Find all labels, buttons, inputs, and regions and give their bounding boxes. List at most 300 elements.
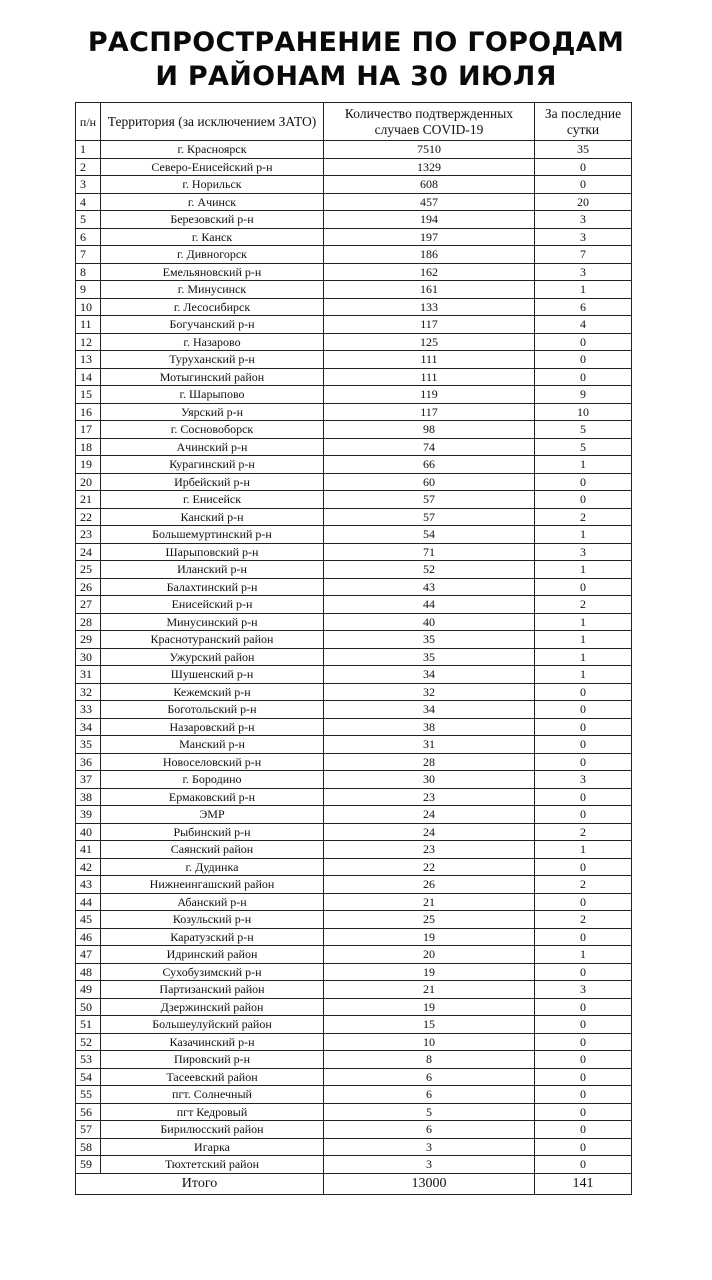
- row-number: 18: [76, 438, 101, 456]
- territory-cell: Тасеевский район: [101, 1068, 324, 1086]
- cases-cell: 35: [324, 631, 535, 649]
- row-number: 40: [76, 823, 101, 841]
- table-row: [76, 281, 632, 299]
- last-day-cell: 2: [535, 911, 632, 929]
- territory-cell: Манский р-н: [101, 736, 324, 754]
- last-day-cell: 0: [535, 158, 632, 176]
- last-day-cell: 0: [535, 1016, 632, 1034]
- row-number: 36: [76, 753, 101, 771]
- cases-cell: 52: [324, 561, 535, 579]
- cases-cell: 186: [324, 246, 535, 264]
- territory-cell: Сухобузимский р-н: [101, 963, 324, 981]
- territory-cell: г. Лесосибирск: [101, 298, 324, 316]
- row-number: 44: [76, 893, 101, 911]
- last-day-cell: 0: [535, 368, 632, 386]
- cases-cell: 57: [324, 491, 535, 509]
- territory-cell: г. Норильск: [101, 176, 324, 194]
- territory-cell: Краснотуранский район: [101, 631, 324, 649]
- row-number: 46: [76, 928, 101, 946]
- territory-cell: Козульский р-н: [101, 911, 324, 929]
- row-number: 58: [76, 1138, 101, 1156]
- header-confirmed-cases: Количество подтвержденных случаев COVID-19: [324, 103, 535, 141]
- row-number: 11: [76, 316, 101, 334]
- cases-cell: 38: [324, 718, 535, 736]
- territory-cell: г. Енисейск: [101, 491, 324, 509]
- last-day-cell: 1: [535, 841, 632, 859]
- cases-cell: 8: [324, 1051, 535, 1069]
- table-row: [76, 421, 632, 439]
- cases-cell: 6: [324, 1121, 535, 1139]
- cases-cell: 21: [324, 981, 535, 999]
- row-number: 43: [76, 876, 101, 894]
- territory-cell: Игарка: [101, 1138, 324, 1156]
- table-row: [76, 613, 632, 631]
- row-number: 31: [76, 666, 101, 684]
- territory-cell: г. Назарово: [101, 333, 324, 351]
- table-row: [76, 508, 632, 526]
- last-day-cell: 3: [535, 263, 632, 281]
- cases-cell: 98: [324, 421, 535, 439]
- last-day-cell: 0: [535, 491, 632, 509]
- table-row: [76, 1016, 632, 1034]
- table-row: [76, 543, 632, 561]
- table-row: [76, 1138, 632, 1156]
- last-day-cell: 0: [535, 1086, 632, 1104]
- territory-cell: Абанский р-н: [101, 893, 324, 911]
- cases-cell: 60: [324, 473, 535, 491]
- row-number: 56: [76, 1103, 101, 1121]
- cases-cell: 111: [324, 368, 535, 386]
- territory-cell: Емельяновский р-н: [101, 263, 324, 281]
- row-number: 28: [76, 613, 101, 631]
- table-row: [76, 1068, 632, 1086]
- row-number: 37: [76, 771, 101, 789]
- last-day-cell: 0: [535, 1121, 632, 1139]
- total-row: [76, 1173, 632, 1194]
- cases-cell: 35: [324, 648, 535, 666]
- cases-cell: 3: [324, 1138, 535, 1156]
- territory-cell: Минусинский р-н: [101, 613, 324, 631]
- last-day-cell: 0: [535, 333, 632, 351]
- table-row: [76, 841, 632, 859]
- table-row: [76, 263, 632, 281]
- cases-cell: 1329: [324, 158, 535, 176]
- last-day-cell: 0: [535, 963, 632, 981]
- table-row: [76, 1086, 632, 1104]
- last-day-cell: 1: [535, 648, 632, 666]
- last-day-cell: 5: [535, 421, 632, 439]
- territory-cell: Ермаковский р-н: [101, 788, 324, 806]
- cases-cell: 19: [324, 928, 535, 946]
- last-day-cell: 0: [535, 1051, 632, 1069]
- table-row: [76, 823, 632, 841]
- row-number: 51: [76, 1016, 101, 1034]
- row-number: 38: [76, 788, 101, 806]
- cases-cell: 43: [324, 578, 535, 596]
- table-row: [76, 403, 632, 421]
- cases-cell: 22: [324, 858, 535, 876]
- last-day-cell: 1: [535, 666, 632, 684]
- cases-cell: 66: [324, 456, 535, 474]
- table-row: [76, 701, 632, 719]
- cases-cell: 34: [324, 666, 535, 684]
- last-day-cell: 1: [535, 946, 632, 964]
- last-day-cell: 9: [535, 386, 632, 404]
- territory-cell: Большемуртинский р-н: [101, 526, 324, 544]
- territory-cell: Саянский район: [101, 841, 324, 859]
- table-row: [76, 211, 632, 229]
- row-number: 32: [76, 683, 101, 701]
- last-day-cell: 0: [535, 788, 632, 806]
- cases-cell: 25: [324, 911, 535, 929]
- row-number: 34: [76, 718, 101, 736]
- table-row: [76, 596, 632, 614]
- table-row: [76, 473, 632, 491]
- last-day-cell: 6: [535, 298, 632, 316]
- row-number: 13: [76, 351, 101, 369]
- cases-cell: 71: [324, 543, 535, 561]
- cases-cell: 10: [324, 1033, 535, 1051]
- table-row: [76, 1051, 632, 1069]
- header-territory: Территория (за исключением ЗАТО): [101, 103, 324, 141]
- last-day-cell: 0: [535, 176, 632, 194]
- last-day-cell: 0: [535, 998, 632, 1016]
- header-number: п/н: [76, 103, 101, 141]
- cases-cell: 23: [324, 788, 535, 806]
- last-day-cell: 1: [535, 526, 632, 544]
- last-day-cell: 0: [535, 1103, 632, 1121]
- row-number: 35: [76, 736, 101, 754]
- territory-cell: Балахтинский р-н: [101, 578, 324, 596]
- cases-cell: 608: [324, 176, 535, 194]
- territory-cell: Туруханский р-н: [101, 351, 324, 369]
- cases-cell: 125: [324, 333, 535, 351]
- last-day-cell: 20: [535, 193, 632, 211]
- table-row: [76, 316, 632, 334]
- last-day-cell: 0: [535, 701, 632, 719]
- last-day-cell: 3: [535, 211, 632, 229]
- cases-cell: 20: [324, 946, 535, 964]
- table-row: [76, 246, 632, 264]
- cases-cell: 19: [324, 998, 535, 1016]
- cases-cell: 26: [324, 876, 535, 894]
- last-day-cell: 3: [535, 981, 632, 999]
- row-number: 9: [76, 281, 101, 299]
- row-number: 53: [76, 1051, 101, 1069]
- territory-cell: Березовский р-н: [101, 211, 324, 229]
- last-day-cell: 0: [535, 736, 632, 754]
- last-day-cell: 1: [535, 456, 632, 474]
- territory-cell: Северо-Енисейский р-н: [101, 158, 324, 176]
- cases-cell: 162: [324, 263, 535, 281]
- territory-cell: Шарыповский р-н: [101, 543, 324, 561]
- table-row: [76, 193, 632, 211]
- table-row: [76, 771, 632, 789]
- last-day-cell: 0: [535, 473, 632, 491]
- table-row: [76, 718, 632, 736]
- cases-cell: 6: [324, 1068, 535, 1086]
- row-number: 45: [76, 911, 101, 929]
- territory-cell: Богучанский р-н: [101, 316, 324, 334]
- row-number: 39: [76, 806, 101, 824]
- cases-cell: 3: [324, 1156, 535, 1174]
- cases-cell: 119: [324, 386, 535, 404]
- cases-cell: 117: [324, 403, 535, 421]
- row-number: 57: [76, 1121, 101, 1139]
- table-row: [76, 876, 632, 894]
- header-last-day: За последние сутки: [535, 103, 632, 141]
- table-row: [76, 1121, 632, 1139]
- table-row: [76, 981, 632, 999]
- cases-cell: 5: [324, 1103, 535, 1121]
- territory-cell: Иланский р-н: [101, 561, 324, 579]
- table-row: [76, 736, 632, 754]
- row-number: 22: [76, 508, 101, 526]
- row-number: 59: [76, 1156, 101, 1174]
- table-row: [76, 386, 632, 404]
- table-row: [76, 631, 632, 649]
- last-day-cell: 2: [535, 823, 632, 841]
- territory-cell: Боготольский р-н: [101, 701, 324, 719]
- row-number: 29: [76, 631, 101, 649]
- territory-cell: Дзержинский район: [101, 998, 324, 1016]
- row-number: 5: [76, 211, 101, 229]
- territory-cell: Ужурский район: [101, 648, 324, 666]
- table-row: [76, 141, 632, 159]
- territory-cell: Канский р-н: [101, 508, 324, 526]
- territory-cell: Бирилюсский район: [101, 1121, 324, 1139]
- last-day-cell: 2: [535, 596, 632, 614]
- last-day-cell: 0: [535, 1068, 632, 1086]
- page-title: [0, 26, 712, 94]
- territory-cell: г. Дивногорск: [101, 246, 324, 264]
- cases-cell: 54: [324, 526, 535, 544]
- territory-cell: Кежемский р-н: [101, 683, 324, 701]
- row-number: 14: [76, 368, 101, 386]
- last-day-cell: 0: [535, 351, 632, 369]
- cases-cell: 133: [324, 298, 535, 316]
- cases-cell: 161: [324, 281, 535, 299]
- row-number: 52: [76, 1033, 101, 1051]
- territory-cell: Казачинский р-н: [101, 1033, 324, 1051]
- row-number: 33: [76, 701, 101, 719]
- cases-cell: 7510: [324, 141, 535, 159]
- row-number: 17: [76, 421, 101, 439]
- territory-cell: Пировский р-н: [101, 1051, 324, 1069]
- row-number: 55: [76, 1086, 101, 1104]
- last-day-cell: 1: [535, 613, 632, 631]
- row-number: 42: [76, 858, 101, 876]
- cases-cell: 197: [324, 228, 535, 246]
- last-day-cell: 1: [535, 281, 632, 299]
- row-number: 19: [76, 456, 101, 474]
- cases-cell: 117: [324, 316, 535, 334]
- last-day-cell: 0: [535, 718, 632, 736]
- row-number: 54: [76, 1068, 101, 1086]
- last-day-cell: 1: [535, 631, 632, 649]
- cases-cell: 21: [324, 893, 535, 911]
- table-row: [76, 158, 632, 176]
- table-row: [76, 561, 632, 579]
- table-row: [76, 858, 632, 876]
- table-row: [76, 946, 632, 964]
- last-day-cell: 3: [535, 543, 632, 561]
- table-row: [76, 1156, 632, 1174]
- last-day-cell: 7: [535, 246, 632, 264]
- table-row: [76, 911, 632, 929]
- table-header: [76, 103, 632, 141]
- cases-cell: 15: [324, 1016, 535, 1034]
- territory-cell: г. Минусинск: [101, 281, 324, 299]
- cases-cell: 44: [324, 596, 535, 614]
- last-day-cell: 0: [535, 1138, 632, 1156]
- row-number: 49: [76, 981, 101, 999]
- last-day-cell: 0: [535, 1156, 632, 1174]
- row-number: 20: [76, 473, 101, 491]
- last-day-cell: 0: [535, 858, 632, 876]
- cases-cell: 111: [324, 351, 535, 369]
- row-number: 7: [76, 246, 101, 264]
- last-day-cell: 2: [535, 876, 632, 894]
- territory-cell: Новоселовский р-н: [101, 753, 324, 771]
- last-day-cell: 0: [535, 893, 632, 911]
- table-row: [76, 648, 632, 666]
- table-row: [76, 963, 632, 981]
- table-row: [76, 526, 632, 544]
- cases-cell: 24: [324, 806, 535, 824]
- territory-cell: пгт Кедровый: [101, 1103, 324, 1121]
- territory-cell: Шушенский р-н: [101, 666, 324, 684]
- row-number: 4: [76, 193, 101, 211]
- table-row: [76, 491, 632, 509]
- row-number: 41: [76, 841, 101, 859]
- territory-cell: г. Шарыпово: [101, 386, 324, 404]
- total-label: Итого: [76, 1173, 324, 1194]
- table-row: [76, 666, 632, 684]
- row-number: 10: [76, 298, 101, 316]
- table-row: [76, 753, 632, 771]
- table-row: [76, 578, 632, 596]
- territory-cell: Рыбинский р-н: [101, 823, 324, 841]
- row-number: 27: [76, 596, 101, 614]
- last-day-cell: 0: [535, 1033, 632, 1051]
- table-row: [76, 928, 632, 946]
- row-number: 48: [76, 963, 101, 981]
- total-cases: 13000: [324, 1173, 535, 1194]
- row-number: 8: [76, 263, 101, 281]
- territory-cell: Идринский район: [101, 946, 324, 964]
- covid-cases-table: [75, 102, 632, 1195]
- last-day-cell: 3: [535, 228, 632, 246]
- cases-cell: 28: [324, 753, 535, 771]
- table-row: [76, 998, 632, 1016]
- row-number: 26: [76, 578, 101, 596]
- table-row: [76, 298, 632, 316]
- title-line-2: И РАЙОНАМ НА 30 ИЮЛЯ: [155, 61, 557, 92]
- cases-cell: 6: [324, 1086, 535, 1104]
- cases-cell: 24: [324, 823, 535, 841]
- row-number: 3: [76, 176, 101, 194]
- last-day-cell: 1: [535, 561, 632, 579]
- table-footer: [76, 1173, 632, 1194]
- territory-cell: Ачинский р-н: [101, 438, 324, 456]
- territory-cell: г. Красноярск: [101, 141, 324, 159]
- title-line-1: РАСПРОСТРАНЕНИЕ ПО ГОРОДАМ: [87, 27, 625, 58]
- cases-cell: 30: [324, 771, 535, 789]
- cases-cell: 32: [324, 683, 535, 701]
- last-day-cell: 4: [535, 316, 632, 334]
- table-row: [76, 228, 632, 246]
- last-day-cell: 3: [535, 771, 632, 789]
- territory-cell: Назаровский р-н: [101, 718, 324, 736]
- row-number: 23: [76, 526, 101, 544]
- table-row: [76, 351, 632, 369]
- table-row: [76, 368, 632, 386]
- total-last-day: 141: [535, 1173, 632, 1194]
- territory-cell: ЭМР: [101, 806, 324, 824]
- territory-cell: Курагинский р-н: [101, 456, 324, 474]
- table-row: [76, 333, 632, 351]
- row-number: 25: [76, 561, 101, 579]
- row-number: 47: [76, 946, 101, 964]
- table-row: [76, 788, 632, 806]
- table-row: [76, 1103, 632, 1121]
- table-row: [76, 683, 632, 701]
- row-number: 50: [76, 998, 101, 1016]
- table-row: [76, 438, 632, 456]
- cases-cell: 194: [324, 211, 535, 229]
- last-day-cell: 2: [535, 508, 632, 526]
- territory-cell: Енисейский р-н: [101, 596, 324, 614]
- last-day-cell: 0: [535, 753, 632, 771]
- row-number: 1: [76, 141, 101, 159]
- territory-cell: Нижнеингашский район: [101, 876, 324, 894]
- cases-cell: 34: [324, 701, 535, 719]
- last-day-cell: 0: [535, 806, 632, 824]
- territory-cell: Большеулуйский район: [101, 1016, 324, 1034]
- cases-cell: 57: [324, 508, 535, 526]
- territory-cell: Ирбейский р-н: [101, 473, 324, 491]
- row-number: 12: [76, 333, 101, 351]
- row-number: 15: [76, 386, 101, 404]
- table-row: [76, 456, 632, 474]
- last-day-cell: 35: [535, 141, 632, 159]
- header-row: [76, 103, 632, 141]
- row-number: 2: [76, 158, 101, 176]
- territory-cell: г. Канск: [101, 228, 324, 246]
- cases-cell: 40: [324, 613, 535, 631]
- territory-cell: Уярский р-н: [101, 403, 324, 421]
- territory-cell: Партизанский район: [101, 981, 324, 999]
- territory-cell: г. Сосновоборск: [101, 421, 324, 439]
- row-number: 6: [76, 228, 101, 246]
- table-row: [76, 176, 632, 194]
- table-row: [76, 1033, 632, 1051]
- cases-cell: 23: [324, 841, 535, 859]
- last-day-cell: 0: [535, 928, 632, 946]
- table-row: [76, 893, 632, 911]
- last-day-cell: 5: [535, 438, 632, 456]
- row-number: 21: [76, 491, 101, 509]
- cases-cell: 457: [324, 193, 535, 211]
- territory-cell: г. Дудинка: [101, 858, 324, 876]
- cases-cell: 74: [324, 438, 535, 456]
- cases-cell: 31: [324, 736, 535, 754]
- last-day-cell: 10: [535, 403, 632, 421]
- territory-cell: г. Бородино: [101, 771, 324, 789]
- row-number: 16: [76, 403, 101, 421]
- territory-cell: Мотыгинский район: [101, 368, 324, 386]
